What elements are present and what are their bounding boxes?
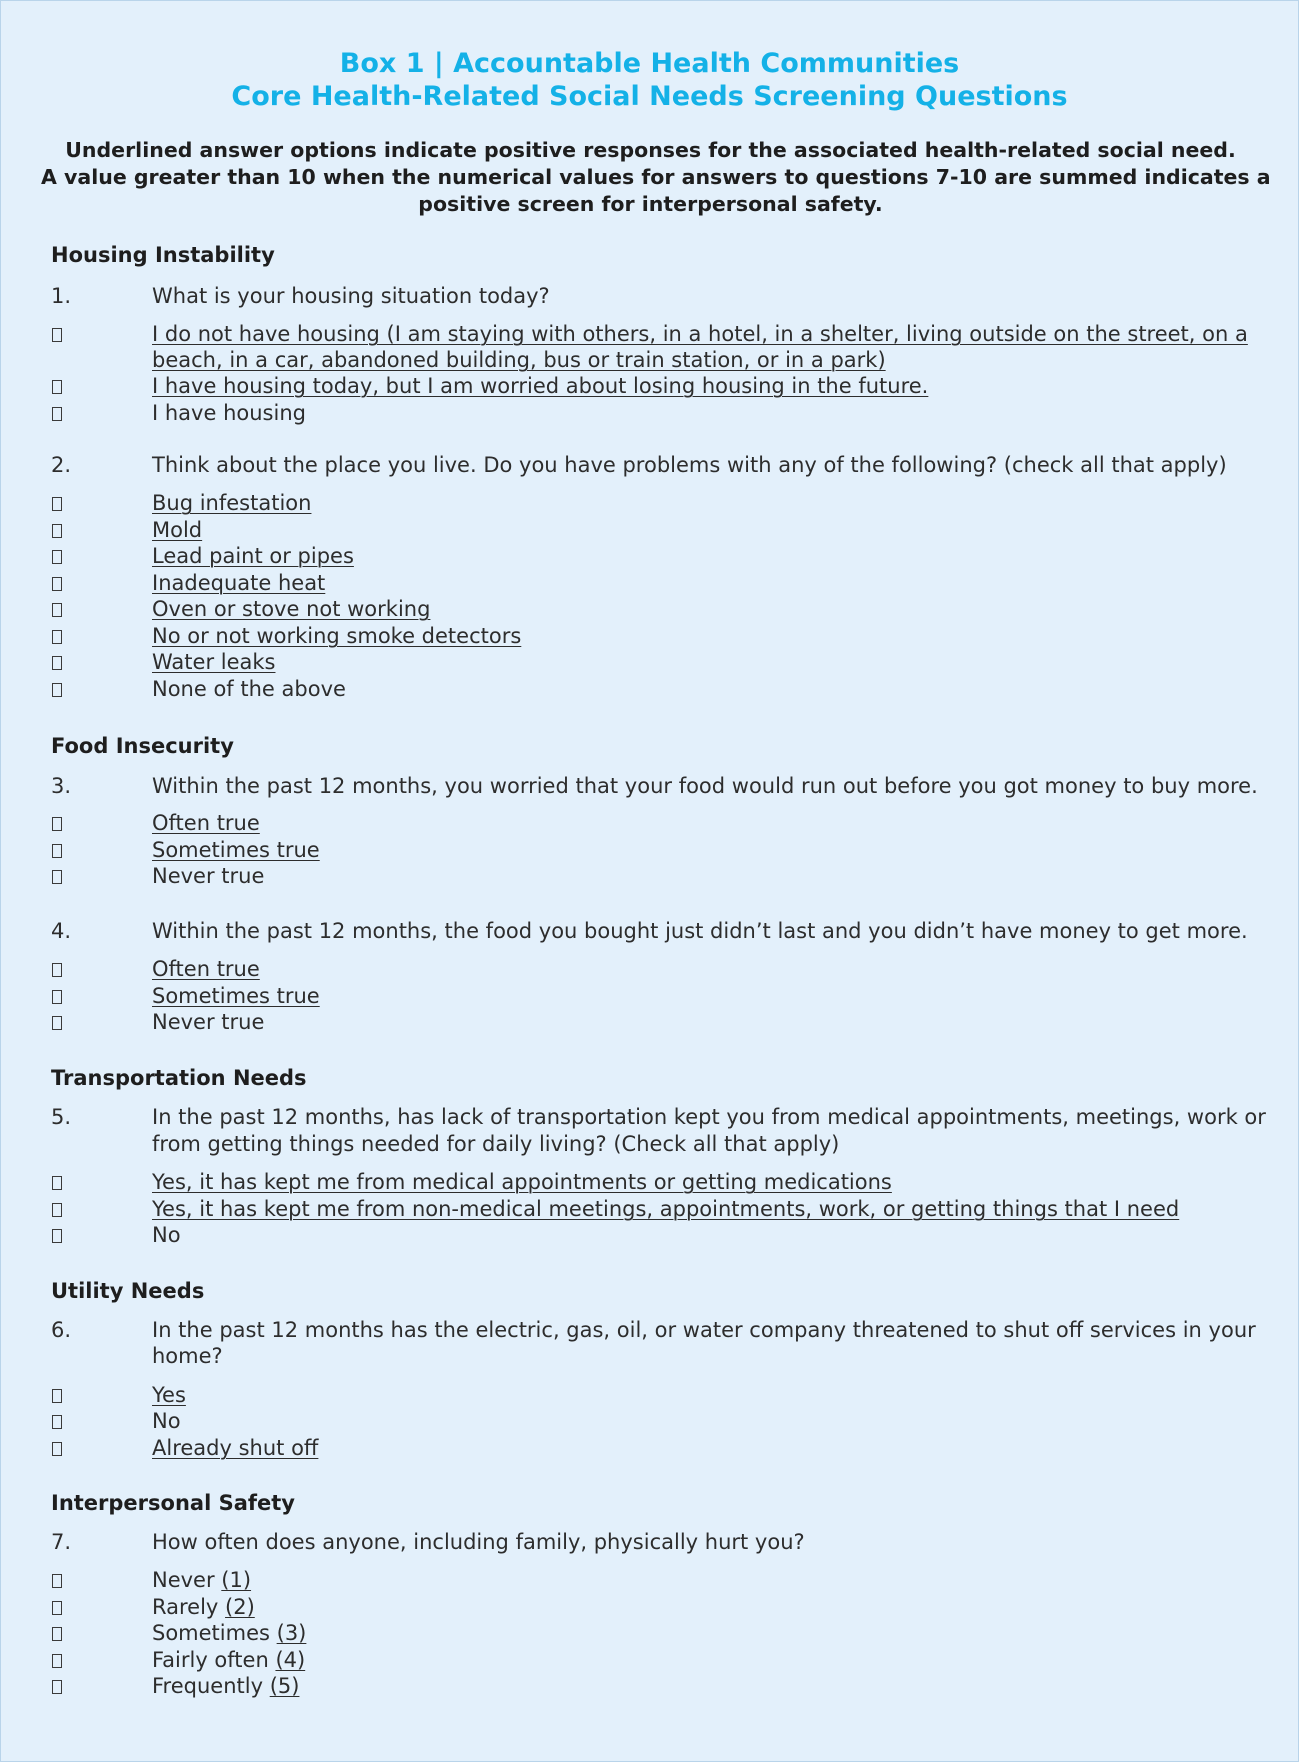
answer-option xyxy=(152,1620,306,1646)
answer-label: Sometimes xyxy=(152,1621,277,1645)
question-text: Think about the place you live. Do you have problems with any of the following? (check all that apply) xyxy=(152,453,1227,477)
answer-score: (3) xyxy=(276,1621,307,1645)
answer-option: Never true xyxy=(152,864,265,888)
answer-option: Lead paint or pipes xyxy=(152,544,354,568)
checkbox[interactable] xyxy=(52,407,62,421)
answer-score: (4) xyxy=(275,1648,306,1672)
answer-option: I have housing xyxy=(152,401,306,425)
answer-option: No xyxy=(152,1223,181,1247)
checkbox[interactable] xyxy=(52,1601,62,1615)
answer-option: Never true xyxy=(152,1010,265,1034)
answer-option: Sometimes true xyxy=(152,984,320,1008)
answer-option: Bug infestation xyxy=(152,491,312,515)
intro-line-3: positive screen for interpersonal safety. xyxy=(418,192,883,216)
answer-option: Yes, it has kept me from non-medical meetings, appointments, work, or getting things that I need xyxy=(152,1197,1180,1221)
checkbox[interactable] xyxy=(52,497,62,511)
answer-option: I do not have housing (I am staying with others, in a hotel, in a shelter, living outside on the street, on a xyxy=(152,322,1248,346)
answer-label: Frequently xyxy=(152,1674,270,1698)
checkbox[interactable] xyxy=(52,1680,62,1694)
question-number: 3. xyxy=(51,774,72,798)
answer-label: Rarely xyxy=(152,1595,226,1619)
checkbox[interactable] xyxy=(52,817,62,831)
section-interpersonal-safety: Interpersonal Safety xyxy=(51,1491,295,1515)
answer-score: (5) xyxy=(269,1674,300,1698)
answer-option: Oven or stove not working xyxy=(152,597,431,621)
checkbox[interactable] xyxy=(52,577,62,591)
question-number: 6. xyxy=(51,1318,72,1342)
answer-option xyxy=(152,1647,305,1673)
checkbox[interactable] xyxy=(52,963,62,977)
checkbox[interactable] xyxy=(52,380,62,394)
question-number: 2. xyxy=(51,453,72,477)
checkbox[interactable] xyxy=(52,1203,62,1217)
answer-option: Often true xyxy=(152,811,260,835)
answer-option xyxy=(152,1594,255,1620)
checkbox[interactable] xyxy=(52,524,62,538)
section-transportation-needs: Transportation Needs xyxy=(51,1066,307,1090)
box-title: Box 1 | Accountable Health Communities xyxy=(339,48,960,79)
checkbox[interactable] xyxy=(52,1415,62,1429)
question-text-continued: from getting things needed for daily living? (Check all that apply) xyxy=(152,1132,840,1156)
question-number: 4. xyxy=(51,919,72,943)
answer-option-continued: beach, in a car, abandoned building, bus or train station, or in a park) xyxy=(152,348,886,372)
checkbox[interactable] xyxy=(52,656,62,670)
question-number: 5. xyxy=(51,1105,72,1129)
question-text: In the past 12 months has the electric, gas, oil, or water company threatened to shut off services in your xyxy=(152,1318,1256,1342)
answer-score: (1) xyxy=(221,1568,252,1592)
answer-score: (2) xyxy=(225,1595,255,1619)
answer-option: None of the above xyxy=(152,677,346,701)
answer-option: Sometimes true xyxy=(152,838,320,862)
answer-option: Water leaks xyxy=(152,650,276,674)
answer-option: No or not working smoke detectors xyxy=(152,624,522,648)
question-text: Within the past 12 months, the food you bought just didn’t last and you didn’t have money to get more. xyxy=(152,919,1248,943)
checkbox[interactable] xyxy=(52,844,62,858)
section-utility-needs: Utility Needs xyxy=(51,1279,205,1303)
checkbox[interactable] xyxy=(52,1176,62,1190)
section-housing-instability: Housing Instability xyxy=(51,243,275,267)
answer-option xyxy=(152,1567,251,1593)
question-text: How often does anyone, including family, physically hurt you? xyxy=(152,1530,805,1554)
answer-label: Never xyxy=(152,1568,222,1592)
checkbox[interactable] xyxy=(52,990,62,1004)
checkbox[interactable] xyxy=(52,1442,62,1456)
question-number: 1. xyxy=(51,284,72,308)
checkbox[interactable] xyxy=(52,1229,62,1243)
answer-label: Fairly often xyxy=(152,1648,276,1672)
question-text-continued: home? xyxy=(152,1344,223,1368)
checkbox[interactable] xyxy=(52,870,62,884)
checkbox[interactable] xyxy=(52,1627,62,1641)
answer-option: Often true xyxy=(152,957,260,981)
checkbox[interactable] xyxy=(52,1389,62,1403)
checkbox[interactable] xyxy=(52,603,62,617)
answer-option: Yes, it has kept me from medical appointments or getting medications xyxy=(152,1170,892,1194)
checkbox[interactable] xyxy=(52,1016,62,1030)
answer-option xyxy=(152,1673,299,1699)
answer-option: Yes xyxy=(152,1383,186,1407)
intro-line-2: A value greater than 10 when the numerical values for answers to questions 7-10 are summed indicates a xyxy=(41,165,1271,189)
question-text: What is your housing situation today? xyxy=(152,284,550,308)
answer-option: Mold xyxy=(152,518,203,542)
section-food-insecurity: Food Insecurity xyxy=(51,734,234,758)
checkbox[interactable] xyxy=(52,550,62,564)
question-text: Within the past 12 months, you worried that your food would run out before you got money to buy more. xyxy=(152,774,1258,798)
question-number: 7. xyxy=(51,1530,72,1554)
answer-option: Inadequate heat xyxy=(152,571,326,595)
checkbox[interactable] xyxy=(52,1574,62,1588)
question-text: In the past 12 months, has lack of transportation kept you from medical appointments, meetings, work or xyxy=(152,1105,1266,1129)
checkbox[interactable] xyxy=(52,1654,62,1668)
answer-option: I have housing today, but I am worried about losing housing in the future. xyxy=(152,374,929,398)
intro-line-1: Underlined answer options indicate positive responses for the associated health-related social need. xyxy=(65,138,1236,162)
checkbox[interactable] xyxy=(52,630,62,644)
checkbox[interactable] xyxy=(52,683,62,697)
checkbox[interactable] xyxy=(52,328,62,342)
box-subtitle: Core Health-Related Social Needs Screening Questions xyxy=(231,81,1068,112)
answer-option: Already shut off xyxy=(152,1436,319,1460)
answer-option: No xyxy=(152,1409,181,1433)
